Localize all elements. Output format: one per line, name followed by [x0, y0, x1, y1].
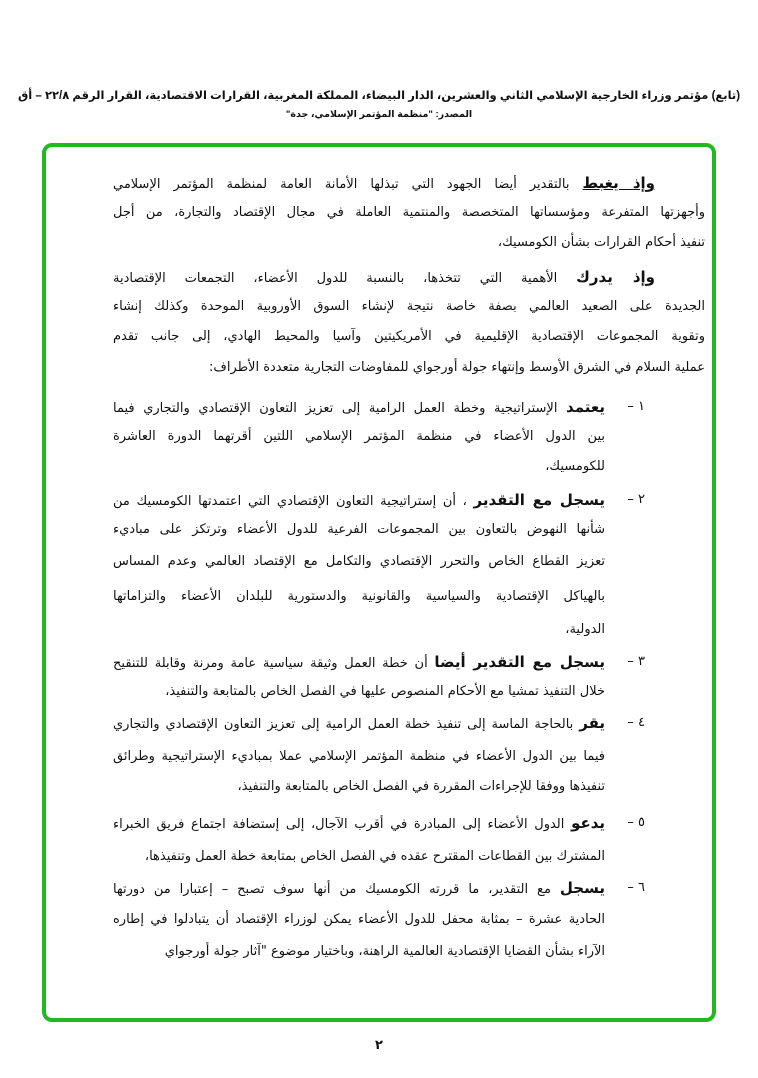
- preamble-keyword: وإذ يغبط: [582, 174, 656, 192]
- preamble-text: عملية السلام في الشرق الأوسط وإنتهاء جولة أورجواي للمفاوضات التجارية متعددة الأطراف:: [209, 360, 705, 375]
- item-number: ٢ –: [627, 492, 645, 507]
- item-number: ٥ –: [627, 815, 645, 830]
- resolution-item-line: [113, 490, 605, 510]
- item-text: للكومسيك،: [545, 459, 605, 474]
- item-text: فيما بين الدول الأعضاء في منظمة المؤتمر الإسلامي عملا بمباديء الإستراتيجية وطرائق: [113, 749, 605, 764]
- resolution-item-line: [113, 587, 605, 607]
- item-keyword: يسجل مع التقدير أيضا: [434, 653, 605, 671]
- item-text: الدول الأعضاء إلى المبادرة في أقرب الآجال، إلى إستضافة اجتماع فريق الخبراء: [113, 817, 565, 832]
- document-header-source: المصدر: "منظمة المؤتمر الإسلامي، جدة": [285, 109, 473, 120]
- resolution-item-line: [113, 457, 605, 477]
- item-text: تعزيز القطاع الخاص والتحرر الإقتصادي والتكامل مع الإقتصاد العالمي وعدم المساس: [113, 554, 605, 569]
- resolution-item-line: [113, 747, 605, 767]
- item-keyword: يقر: [579, 714, 605, 732]
- resolution-item-line: [113, 878, 605, 898]
- item-text: بالهياكل الإقتصادية والسياسية والقانونية والدستورية للبلدان الأعضاء والتزاماتها: [113, 589, 605, 604]
- item-text: الإستراتيجية وخطة العمل الرامية إلى تعزيز التعاون الإقتصادي والتجاري فيما: [113, 401, 558, 416]
- preamble-line: [113, 267, 655, 287]
- resolution-item-line: [113, 942, 605, 962]
- item-text: الآراء بشأن القضايا الإقتصادية العالمية الراهنة، وباختيار موضوع "آثار جولة أورجواي: [164, 944, 605, 959]
- item-keyword: يسجل مع التقدير: [473, 491, 605, 509]
- resolution-item-line: [113, 713, 605, 733]
- item-text: بالحاجة الماسة إلى تنفيذ خطة العمل الرامية إلى تعزيز التعاون الإقتصادي والتجاري: [113, 717, 574, 732]
- preamble-line: [113, 233, 705, 253]
- preamble-line: [113, 297, 705, 317]
- document-header-title: (تابع) مؤتمر وزراء الخارجية الإسلامي الثاني والعشرين، الدار البيضاء، المملكة المغربية، القرارات الاقتصادية، القرار الرقم ٢٢/٨ – أق: [17, 90, 741, 102]
- preamble-text: الأهمية التي تتخذها، بالنسبة للدول الأعضاء، التجمعات الإقتصادية: [113, 271, 558, 286]
- item-text: خلال التنفيذ تمشيا مع الأحكام المنصوص عليها في الفصل الخاص بالمتابعة والتنفيذ،: [165, 684, 605, 699]
- resolution-item-line: [113, 620, 605, 640]
- resolution-item-line: [113, 427, 605, 447]
- item-number: ٦ –: [627, 880, 645, 895]
- item-text: تنفيذها ووفقا للإجراءات المقررة في الفصل الخاص بالمتابعة والتنفيذ،: [237, 779, 605, 794]
- resolution-item-line: [113, 552, 605, 572]
- item-text: الحادية عشرة – بمثابة محفل للدول الأعضاء يمكن لوزراء الإقتصاد أن يتبادلوا في إطاره: [113, 912, 605, 927]
- item-text: شأنها النهوض بالتعاون بين المجموعات الفرعية للدول الأعضاء وترتكز على مباديء: [113, 522, 605, 537]
- preamble-keyword: وإذ يدرك: [576, 268, 655, 286]
- item-text: الدولية،: [565, 622, 605, 637]
- item-text: بين الدول الأعضاء في منظمة المؤتمر الإسلامي اللتين أقرتهما الدورة العاشرة: [113, 429, 605, 444]
- resolution-item-line: [113, 910, 605, 930]
- preamble-line: [113, 203, 705, 223]
- item-number: ٤ –: [627, 715, 645, 730]
- preamble-text: بالتقدير أيضا الجهود التي تبذلها الأمانة العامة لمنظمة المؤتمر الإسلامي: [113, 177, 570, 192]
- page-number: ٢: [375, 1038, 383, 1053]
- resolution-item-line: [113, 777, 605, 797]
- preamble-text: وأجهزتها المتفرعة ومؤسساتها المتخصصة والمنتمية العاملة في مجال الإقتصاد والتجارة، من أجل: [113, 205, 705, 220]
- item-text: المشترك بين القطاعات المقترح عقده في الفصل الخاص بمتابعة خطة العمل وتنفيذها،: [144, 849, 605, 864]
- preamble-text: تنفيذ أحكام القرارات بشأن الكومسيك،: [497, 235, 705, 250]
- item-keyword: يدعو: [571, 814, 606, 832]
- item-number: ٣ –: [627, 654, 645, 669]
- preamble-text: الجديدة على الصعيد العالمي بصفة خاصة نتيجة لإنشاء السوق الأوروبية الموحدة وكذلك إنشاء: [113, 299, 705, 314]
- preamble-text: وتقوية المجموعات الإقتصادية الإقليمية في الأمريكيتين وآسيا والمحيط الهادي، إلى جانب تقدم: [113, 329, 705, 344]
- item-text: أن خطة العمل وثيقة سياسية عامة ومرنة وقابلة للتنقيح: [113, 656, 428, 671]
- resolution-item-line: [113, 682, 605, 702]
- resolution-item-line: [113, 847, 605, 867]
- preamble-line: [113, 358, 705, 378]
- preamble-line: [113, 173, 655, 193]
- resolution-item-line: [113, 652, 605, 672]
- item-text: مع التقدير، ما قررته الكومسيك من أنها سوف تصبح – إعتبارا من دورتها: [113, 882, 551, 897]
- preamble-line: [113, 327, 705, 347]
- item-keyword: يسجل: [559, 879, 605, 897]
- resolution-item-line: [113, 813, 605, 833]
- item-keyword: يعتمد: [566, 398, 605, 416]
- resolution-item-line: [113, 520, 605, 540]
- item-number: ١ –: [627, 399, 645, 414]
- item-text: ، أن إستراتيجية التعاون الإقتصادي التي اعتمدتها الكومسيك من: [113, 494, 467, 509]
- resolution-item-line: [113, 397, 605, 417]
